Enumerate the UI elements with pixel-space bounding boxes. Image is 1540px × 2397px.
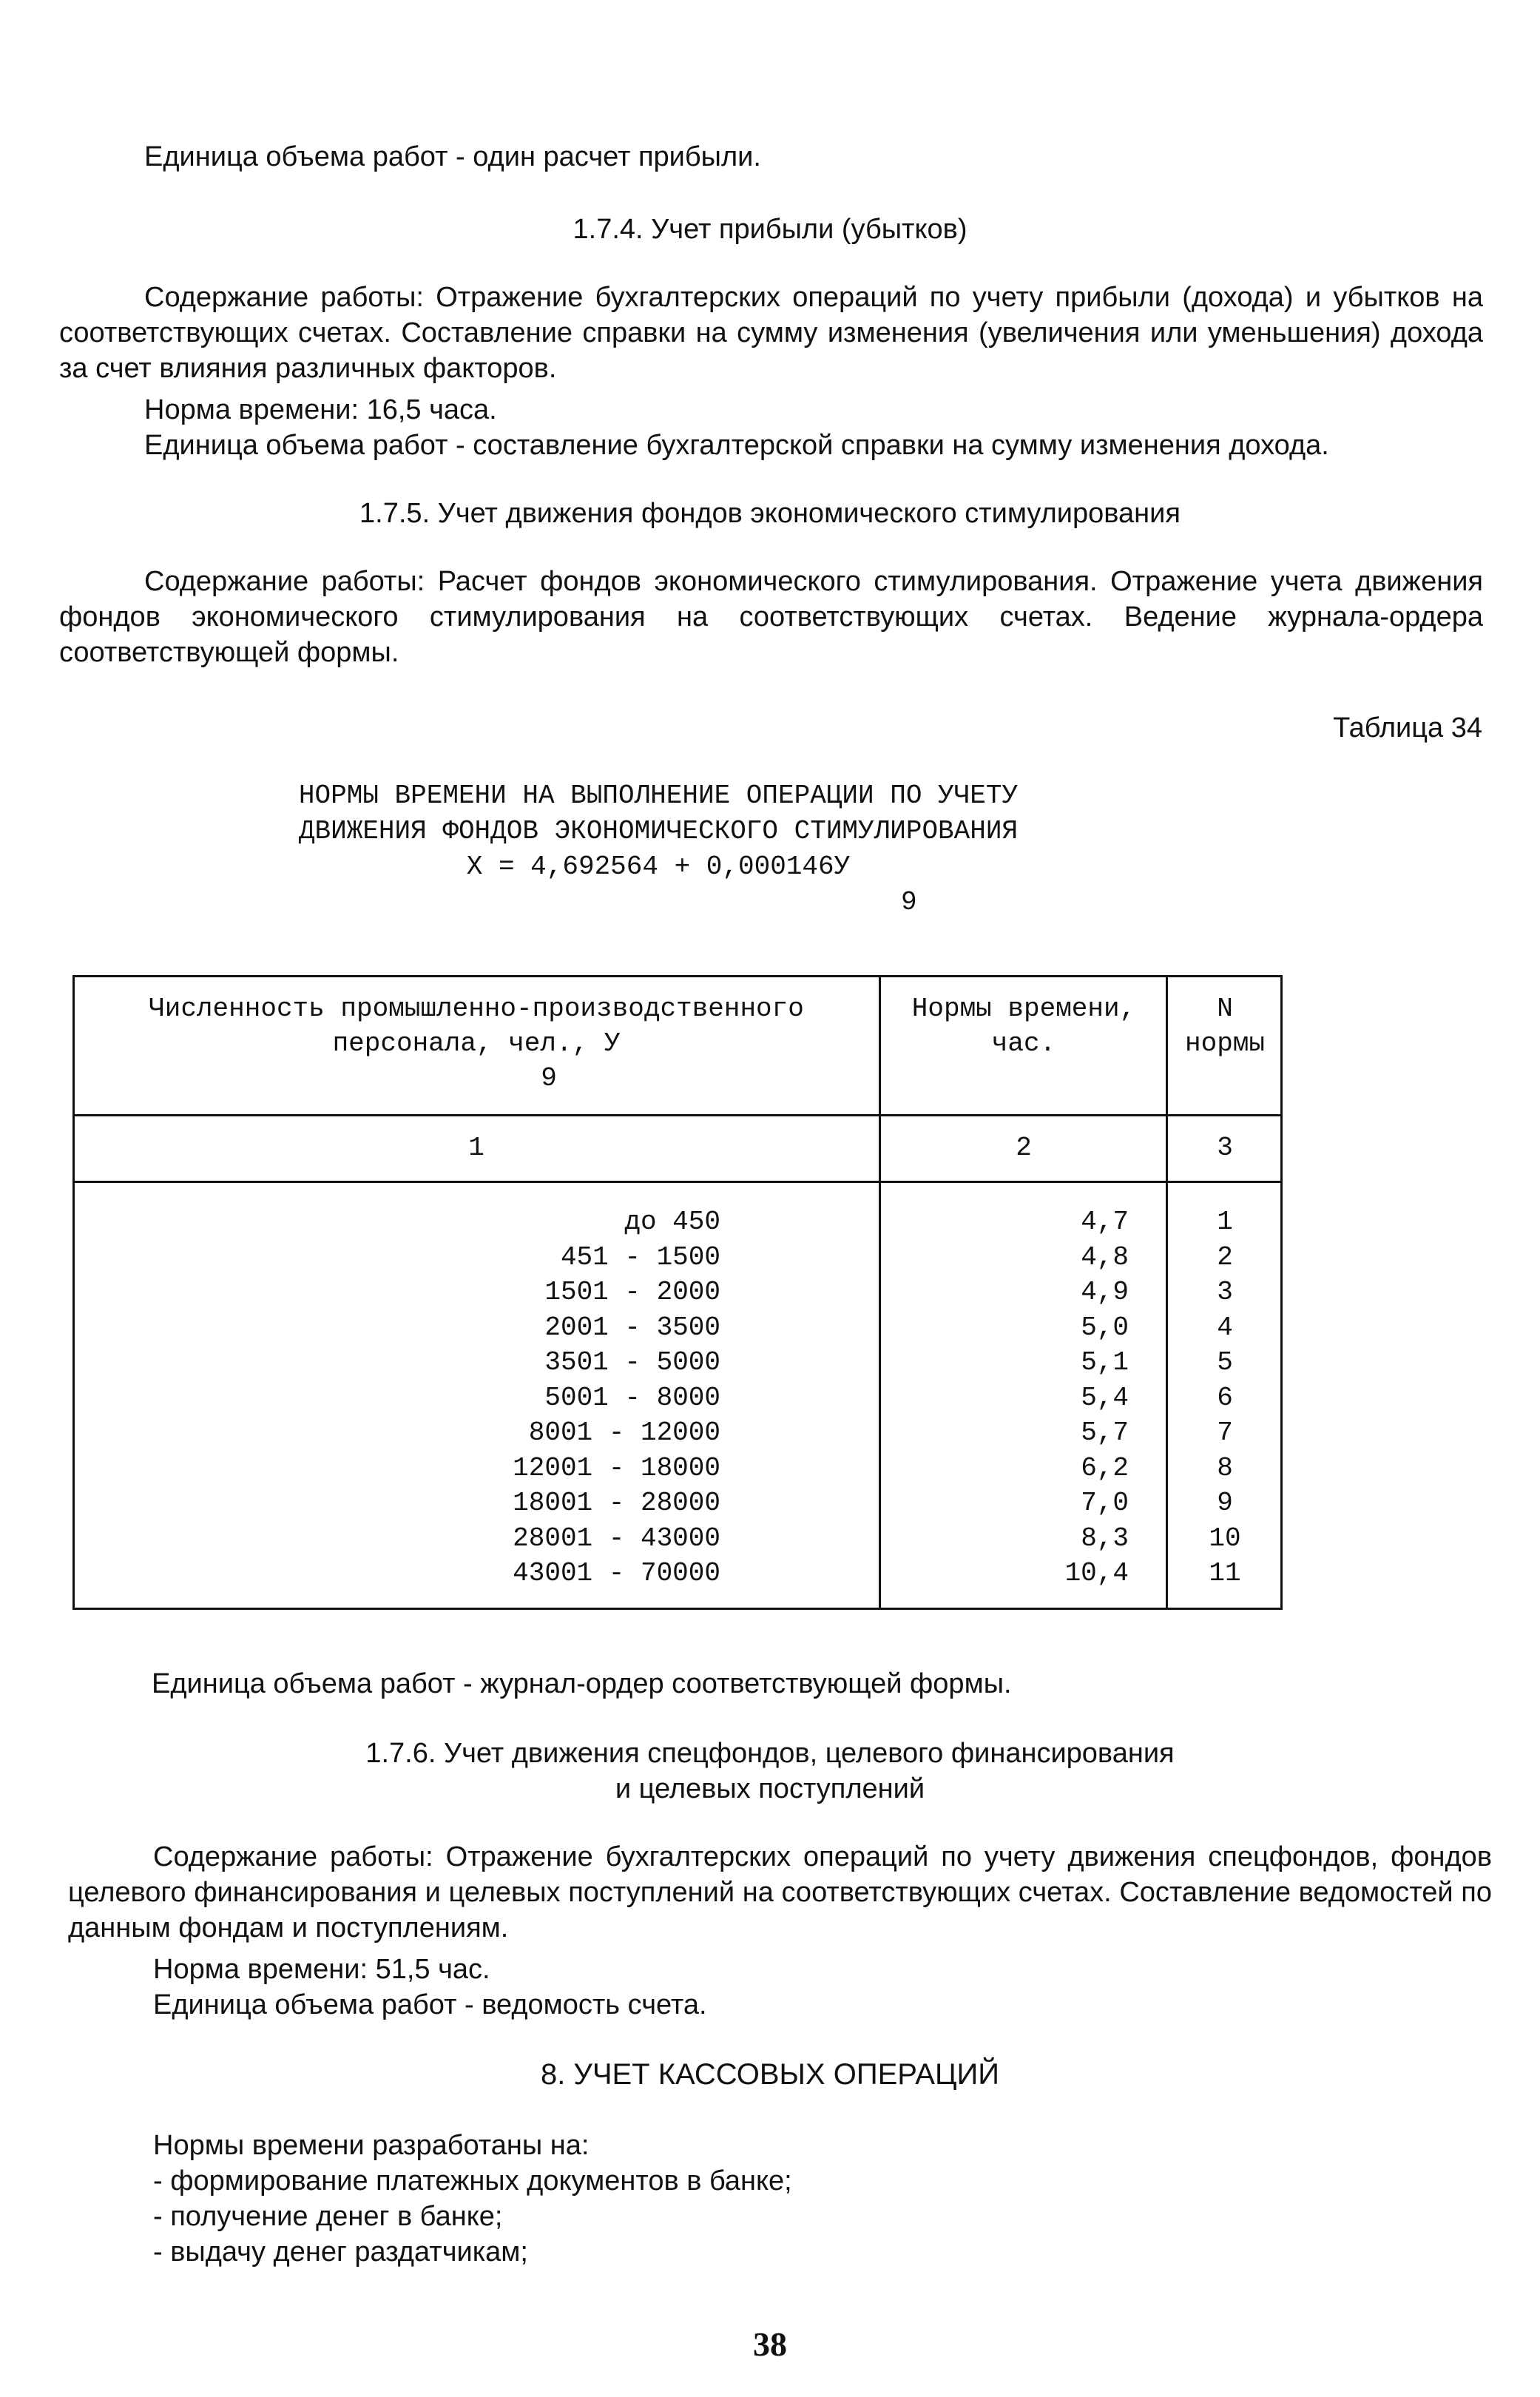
table-row-hours: 4,7 <box>1081 1207 1129 1237</box>
table-row-hours: 8,3 <box>1081 1523 1129 1554</box>
table-row-hours: 7,0 <box>1081 1488 1129 1518</box>
table-row-hours: 5,7 <box>1081 1417 1129 1448</box>
section-176-unit: Единица объема работ - ведомость счета. <box>153 1989 707 2020</box>
table-row-range: 18001 - 28000 <box>513 1488 720 1518</box>
header-col3 <box>1167 991 1283 1061</box>
table-row-n: 10 <box>1209 1523 1241 1554</box>
table-formula: Х = 4,692564 + 0,000146У <box>466 852 851 882</box>
table-row-n: 9 <box>1217 1488 1233 1518</box>
table-row-range: 5001 - 8000 <box>544 1382 720 1413</box>
section-176-heading-line2: и целевых поступлений <box>615 1773 925 1804</box>
section-175-content: Содержание работы: Расчет фондов экономического стимулирования. Отражение учета движения фондов экономического стимулирования на соответствующих счетах. Ведение журнала-ордера соответствующей формы. <box>59 566 1483 668</box>
table-border-bottom <box>72 1608 1283 1610</box>
page-number: 38 <box>753 2325 787 2363</box>
table-row-range: 43001 - 70000 <box>513 1558 720 1588</box>
table-row-hours: 5,1 <box>1081 1347 1129 1378</box>
header-col1 <box>72 991 880 1096</box>
header-col2-line2: час. <box>991 1028 1056 1059</box>
header-col1-line1: Численность промышленно-производственного <box>149 994 804 1024</box>
norm-number-column <box>1167 1204 1283 1591</box>
table-row-range: 2001 - 3500 <box>544 1312 720 1343</box>
header-col3-line1: N <box>1217 994 1233 1024</box>
table-border-top <box>72 975 1283 977</box>
table-row-n: 11 <box>1209 1558 1241 1588</box>
table-row-range: 8001 - 12000 <box>528 1417 720 1448</box>
table-row-hours: 6,2 <box>1081 1452 1129 1483</box>
section-176-norm: Норма времени: 51,5 час. <box>153 1954 490 1985</box>
table-row-range: 12001 - 18000 <box>513 1452 720 1483</box>
section-174-heading: 1.7.4. Учет прибыли (убытков) <box>573 214 967 245</box>
hours-column <box>880 1204 1129 1591</box>
section-174-unit: Единица объема работ - составление бухгалтерской справки на сумму изменения дохода. <box>144 430 1329 461</box>
table-label: Таблица 34 <box>1333 712 1482 744</box>
section-174-norm: Норма времени: 16,5 часа. <box>144 394 497 425</box>
header-col2 <box>880 991 1167 1061</box>
table-row-range: 451 - 1500 <box>560 1241 720 1272</box>
after-table-unit: Единица объема работ - журнал-ордер соответствующей формы. <box>152 1668 1012 1699</box>
table-row-hours: 10,4 <box>1064 1558 1129 1588</box>
table-row-n: 5 <box>1217 1347 1233 1378</box>
section-8-list-item: - выдачу денег раздатчикам; <box>153 2236 528 2268</box>
table-row-range: 3501 - 5000 <box>544 1347 720 1378</box>
table-border-numbers <box>72 1181 1283 1183</box>
table-row-range: 1501 - 2000 <box>544 1277 720 1307</box>
section-176-heading-line1: 1.7.6. Учет движения спецфондов, целевого финансирования <box>365 1738 1175 1769</box>
table-row-hours: 5,4 <box>1081 1382 1129 1413</box>
col-number-2: 2 <box>1016 1133 1032 1163</box>
section-175-heading: 1.7.5. Учет движения фондов экономического стимулирования <box>359 498 1181 529</box>
table-row-n: 4 <box>1217 1312 1233 1343</box>
table-border-header <box>72 1114 1283 1116</box>
table-row-n: 1 <box>1217 1207 1233 1237</box>
range-column <box>410 1204 720 1591</box>
table-row-hours: 4,9 <box>1081 1277 1129 1307</box>
table-row-hours: 5,0 <box>1081 1312 1129 1343</box>
table-row-range: до 450 <box>624 1207 720 1237</box>
table-title-line1: НОРМЫ ВРЕМЕНИ НА ВЫПОЛНЕНИЕ ОПЕРАЦИИ ПО УЧЕТУ <box>298 781 1019 811</box>
table-row-n: 3 <box>1217 1277 1233 1307</box>
table-formula-subscript: 9 <box>901 887 917 917</box>
table-row-n: 7 <box>1217 1417 1233 1448</box>
header-col2-line1: Нормы времени, <box>911 994 1136 1024</box>
col-number-3: 3 <box>1217 1133 1233 1163</box>
norms-table <box>72 975 1283 1610</box>
header-col1-line2: персонала, чел., У <box>332 1028 621 1059</box>
table-row-n: 2 <box>1217 1241 1233 1272</box>
section-8-heading: 8. УЧЕТ КАССОВЫХ ОПЕРАЦИЙ <box>540 2058 1000 2091</box>
table-row-n: 6 <box>1217 1382 1233 1413</box>
table-row-range: 28001 - 43000 <box>513 1523 720 1554</box>
section-8-list-item: - формирование платежных документов в банке; <box>153 2165 792 2197</box>
table-row-n: 8 <box>1217 1452 1233 1483</box>
header-col3-line2: нормы <box>1184 1028 1266 1059</box>
section-8-list-item: - получение денег в банке; <box>153 2201 503 2232</box>
header-col1-subscript: 9 <box>541 1063 557 1093</box>
intro-unit-line: Единица объема работ - один расчет прибыли. <box>144 141 761 172</box>
col-number-1: 1 <box>468 1133 484 1163</box>
table-title-line2: ДВИЖЕНИЯ ФОНДОВ ЭКОНОМИЧЕСКОГО СТИМУЛИРОВАНИЯ <box>298 816 1019 846</box>
section-176-content: Содержание работы: Отражение бухгалтерских операций по учету движения спецфондов, фондов целевого финансирования и целевых поступлений на соответствующих счетах. Составление ведомостей по данным фондам и поступлениям. <box>68 1841 1492 1943</box>
table-row-hours: 4,8 <box>1081 1241 1129 1272</box>
section-174-content: Содержание работы: Отражение бухгалтерских операций по учету прибыли (дохода) и убытков на соответствующих счетах. Составление справки на сумму изменения (увеличения или уменьшения) дохода за счет влияния различных факторов. <box>59 282 1483 384</box>
section-8-intro: Нормы времени разработаны на: <box>153 2130 590 2161</box>
